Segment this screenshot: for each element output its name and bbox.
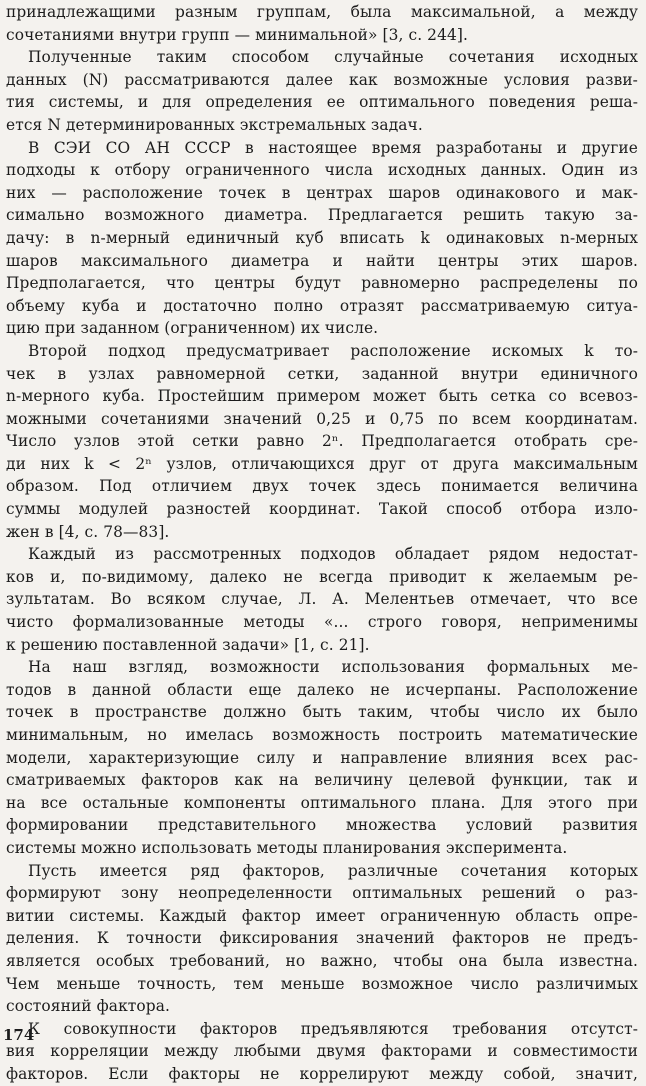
text-line: тодов в данной области еще далеко не исчерпаны. Расположение xyxy=(6,680,638,699)
text-line: витии системы. Каждый фактор имеет ограниченную область опре- xyxy=(6,906,638,925)
text-line: деления. К точности фиксирования значений факторов не предъ- xyxy=(6,929,638,948)
text-line: Число узлов этой сетки равно 2ⁿ. Предполагается отобрать сре- xyxy=(6,432,638,451)
text-line: факторов. Если факторы не коррелируют между собой, значит, xyxy=(6,1064,638,1083)
text-line: ков и, по-видимому, далеко не всегда приводит к желаемым ре- xyxy=(6,567,638,586)
text-line: данных (N) рассматриваются далее как возможные условия разви- xyxy=(6,70,638,89)
text-line: Чем меньше точность, тем меньше возможное число различимых xyxy=(6,974,638,993)
text-line: является особых требований, но важно, чтобы она была известна. xyxy=(6,951,638,970)
text-line: К совокупности факторов предъявляются требования отсутст- xyxy=(28,1019,638,1038)
text-line: зультатам. Во всяком случае, Л. А. Мелентьев отмечает, что все xyxy=(6,590,638,609)
text-line: формируют зону неопределенности оптимальных решений о раз- xyxy=(6,884,638,903)
text-line: формировании представительного множества условий развития xyxy=(6,816,638,835)
text-line: сочетаниями внутри групп — минимальной» [3, с. 244]. xyxy=(6,25,468,44)
text-line: ди них k < 2ⁿ узлов, отличающихся друг от друга максимальным xyxy=(6,454,638,473)
text-line: жен в [4, с. 78—83]. xyxy=(6,522,170,541)
text-line: к решению поставленной задачи» [1, с. 21]. xyxy=(6,635,370,654)
text-line: вия корреляции между любыми двумя факторами и совместимости xyxy=(6,1042,638,1061)
text-line: дачу: в n-мерный единичный куб вписать k одинаковых n-мерных xyxy=(6,228,638,247)
text-line: В СЭИ СО АН СССР в настоящее время разработаны и другие xyxy=(28,138,638,157)
text-line: симально возможного диаметра. Предлагается решить такую за- xyxy=(6,206,638,225)
text-line: На наш взгляд, возможности использования формальных ме- xyxy=(28,658,638,677)
text-line: системы можно использовать методы планирования эксперимента. xyxy=(6,838,568,857)
text-line: шаров максимального диаметра и найти центры этих шаров. xyxy=(6,251,638,270)
text-line: n-мерного куба. Простейшим примером может быть сетка со всевоз- xyxy=(6,387,638,406)
text-line: Второй подход предусматривает расположение искомых k то- xyxy=(28,341,638,360)
text-line: суммы модулей разностей координат. Такой способ отбора изло- xyxy=(6,500,638,519)
body-text xyxy=(6,1,638,1086)
text-line: объему куба и достаточно полно отразят рассматриваемую ситуа- xyxy=(6,296,638,315)
text-line: точек в пространстве должно быть таким, чтобы число их было xyxy=(6,703,638,722)
text-line: тия системы, и для определения ее оптимального поведения реша- xyxy=(6,93,638,112)
text-line: минимальным, но имелась возможность построить математические xyxy=(6,726,638,744)
text-line: подходы к отбору ограниченного числа исходных данных. Один из xyxy=(6,161,638,180)
text-line: ется N детерминированных экстремальных задач. xyxy=(6,115,423,134)
text-line: Пусть имеется ряд факторов, различные сочетания которых xyxy=(28,861,638,880)
text-line: сматриваемых факторов как на величину целевой функции, так и xyxy=(6,771,638,790)
text-line: чек в узлах равномерной сетки, заданной внутри единичного xyxy=(6,364,638,383)
text-line: состояний фактора. xyxy=(6,997,171,1016)
text-line: них — расположение точек в центрах шаров одинакового и мак- xyxy=(6,183,638,202)
text-line: принадлежащими разным группам, была максимальной, а между xyxy=(6,3,638,21)
text-line: Предполагается, что центры будут равномерно распределены по xyxy=(6,274,638,293)
text-line: Полученные таким способом случайные сочетания исходных xyxy=(28,48,638,67)
page-number: 174 xyxy=(3,1026,35,1044)
text-line: на все остальные компоненты оптимального плана. Для этого при xyxy=(6,793,638,812)
text-line: можными сочетаниями значений 0,25 и 0,75 по всем координатам. xyxy=(6,409,638,428)
text-line: чисто формализованные методы «... строго говоря, неприменимы xyxy=(6,613,638,632)
text-line: образом. Под отличием двух точек здесь понимается величина xyxy=(6,477,638,496)
text-line: модели, характеризующие силу и направление влияния всех рас- xyxy=(6,748,638,767)
text-line: Каждый из рассмотренных подходов обладает рядом недостат- xyxy=(28,545,638,564)
text-line: цию при заданном (ограниченном) их числе. xyxy=(6,319,379,338)
